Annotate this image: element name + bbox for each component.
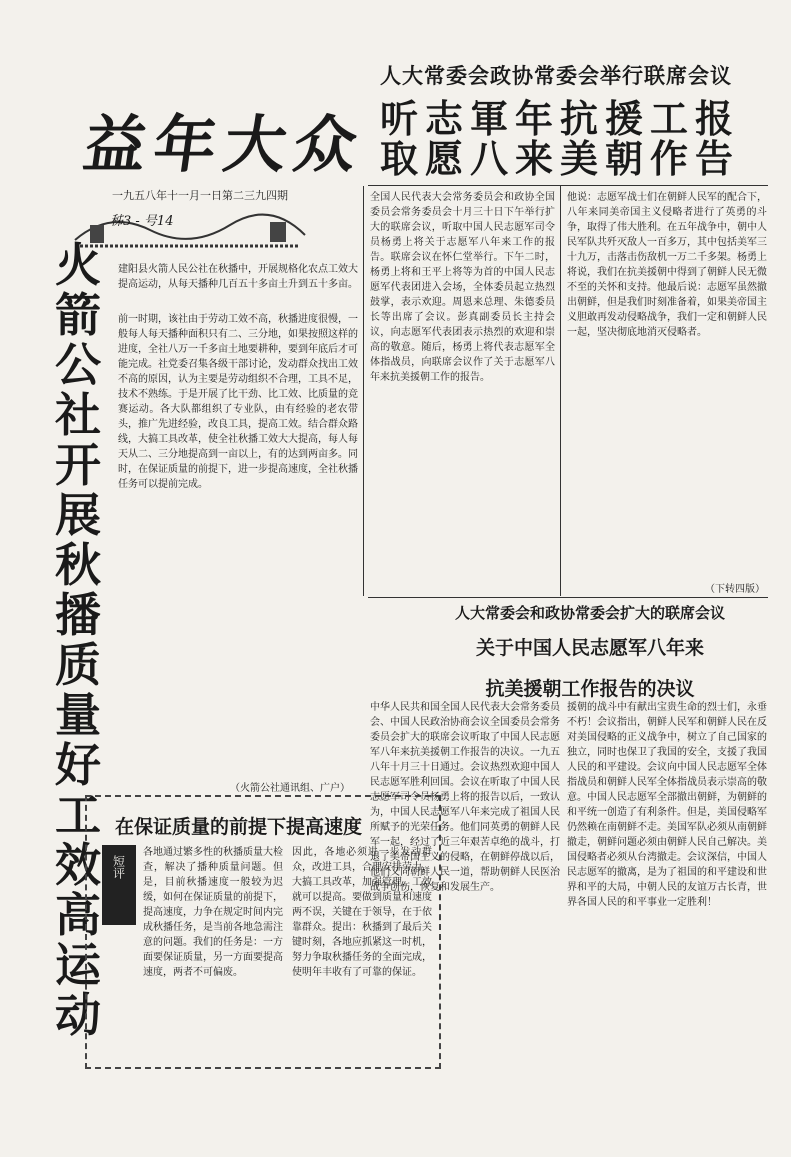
editorial-stamp-label: 短评 [111, 855, 126, 879]
title-char: 运 [55, 938, 101, 992]
meeting-headline: 人大常委会政协常委会举行联席会议 [380, 63, 732, 88]
title-char: 量 [55, 688, 101, 742]
masthead-handwritten-note: 秭3 - 号14 [110, 214, 174, 229]
headline-char: 工 [650, 96, 689, 141]
headline-char: 告 [695, 136, 734, 181]
title-char: 播 [55, 588, 101, 642]
title-char: 好 [55, 738, 101, 792]
title-char: 社 [55, 388, 101, 442]
resolution-heading-line3: 抗美援朝工作报告的决议 [485, 678, 695, 700]
title-char: 开 [55, 438, 101, 492]
title-char: 质 [55, 638, 101, 692]
headline-char: 軍 [470, 96, 509, 141]
headline-char: 报 [695, 96, 734, 141]
headline-char: 年 [515, 96, 554, 141]
editorial-body-left: 各地通过繁多性的秋播质量大检查，解决了播种质量问题。但是，目前秋播速度一般较为迟缓，如何在保证质量的前提下，提高速度，力争在规定时间内完成秋播任务，是当前各地急需注意的问题。我们的任务是：一方面要保证质量，另一方面要提高速度，两者不可偏废。 [143, 847, 283, 978]
resolution-heading-line1: 人大常委会和政协常委会扩大的联席会议 [454, 604, 725, 622]
masthead-date: 一九五八年十一月一日 [112, 189, 222, 202]
title-char: 箭 [55, 288, 101, 342]
title-char: 效 [55, 838, 101, 892]
resolution-body-right: 援朝的战斗中有献出宝贵生命的烈士们，永垂不朽！会议指出，朝鲜人民军和朝鲜人民在反对美国侵略的正义战争中，树立了自己国家的独立，同时也保卫了我国的安全，支援了我国人民的和平建设。会议向中国人民志愿军全体指战员和朝鲜人民军全体指战员表示崇高的敬意。中国人民志愿军全部撤出朝鲜，为朝鲜的和平统一创造了有利条件。但是，美国侵略军仍然赖在南朝鲜不走。美国军队必须从南朝鲜撤走，朝鲜问题必须由朝鲜人民自己解决。美国侵略者必须从台湾撤走。会议深信，中国人民志愿军的撤离，是为了祖国的和平建设和世界和平的大局，中朝人民的友谊万古长青，世界各国人民的和平事业一定胜利！ [567, 702, 767, 908]
headline-char: 美 [560, 136, 599, 181]
headline-char: 作 [650, 136, 689, 181]
masthead-title: 益年大众 [79, 108, 370, 181]
editorial-stamp [102, 845, 136, 925]
resolution-heading [400, 602, 780, 701]
right-story-body: 他说：志愿军战士们在朝鲜人民军的配合下，八年来同美帝国主义侵略者进行了英勇的斗争，取得了伟大胜利。在五年战争中，朝中人民军队共歼灭敌人一百多万，其中包括美军三十九万，击落击伤敌机一万二千多架。杨勇上将说，我们在抗美援朝中得到了朝鲜人民无微不至的关怀和支持。他最后说：志愿军虽然撤出朝鲜，但是我们时刻准备着，如果美帝国主义胆敢再发动侵略战争，我们一定和朝鲜人民一起，坚决彻底地消灭侵略者。 [567, 192, 767, 338]
left-story-vertical-title [48, 238, 108, 1042]
column-rule [560, 186, 561, 596]
headline-char: 八 [470, 136, 509, 181]
column-rule [363, 186, 364, 596]
top-divider [368, 185, 768, 186]
headline-char: 朝 [605, 136, 644, 181]
headline-char: 来 [515, 136, 554, 181]
resolution-heading-line2: 关于中国人民志愿军八年来 [475, 637, 704, 659]
title-char: 高 [55, 888, 101, 942]
title-char: 展 [55, 488, 101, 542]
left-story-lead: 建阳县火箭人民公社在秋播中，开展规格化农点工效大提高运动，从每天播种几百五十多亩土升到五十多亩。 [118, 264, 358, 290]
section-divider [368, 597, 768, 598]
main-headline [380, 96, 734, 181]
masthead-issue: 第二三九四期 [222, 189, 288, 202]
headline-char: 愿 [425, 136, 464, 181]
editorial-title: 在保证质量的前提下提高速度 [115, 816, 363, 838]
headline-char: 援 [605, 96, 644, 141]
center-story-body: 全国人民代表大会常务委员会和政协全国委员会常务委员会十月三十日下午举行扩大的联席会议，听取中国人民志愿军司令员杨勇上将关于志愿军八年来工作的报告。联席会议在怀仁堂举行。下午二时，杨勇上将和王平上将等为首的中国人民志愿军代表团进入会场，全体委员起立热烈鼓掌，表示欢迎。周恩来总理、朱德委员长等出席了会议。彭真副委员长主持会议，向志愿军代表团表示热烈的欢迎和崇高的敬意。随后，杨勇上将代表志愿军全体指战员，向联席会议作了关于志愿军八年来抗美援朝工作的报告。 [370, 192, 555, 383]
headline-char: 志 [425, 96, 464, 141]
title-char: 工 [55, 788, 101, 842]
continued-note: （下转四版） [705, 584, 765, 595]
left-story-body: 前一时期，该社由于劳动工效不高，秋播进度很慢，一般每人每天播种面积只有二、三分地，如果按照这样的进度，全社八万一千多亩土地要耕种，要到年底后才可能完成。社党委召集各级干部讨论，发动群众找出工效不高的原因，认为主要是劳动组织不合理，工具不足，技术不熟练。于是开展了比干劲、比工效、比质量的竞赛运动。各大队都组织了专业队，由有经验的老农带头，推广先进经验，改良工具，提高工效。结合群众路线，大搞工具改革，使全社秋播工效大大提高，每人每天从二、三分地提高到一亩以上，有的达到两亩多。同时，在保证质量的前提下，进一步提高速度，全社秋播任务可以提前完成。 [118, 314, 358, 490]
headline-char: 听 [380, 96, 419, 141]
left-story-credit: （火箭公社通讯组、广户） [230, 783, 350, 794]
title-char: 火 [55, 238, 101, 292]
headline-char: 抗 [560, 96, 599, 141]
resolution-body-left: 中华人民共和国全国人民代表大会常务委员会、中国人民政治协商会议全国委员会常务委员会扩大的联席会议听取了中国人民志愿军八年来抗美援朝工作报告的决议。一九五八年十月三十日通过。会议热烈欢迎中国人民志愿军胜利回国。会议在听取了中国人民志愿军司令员杨勇上将的报告以后，一致认为，中国人民志愿军八年来完成了祖国人民所赋予的光荣任务。他们同英勇的朝鲜人民军一起，经过了近三年艰苦卓绝的战斗，打退了美帝国主义的侵略，在朝鲜停战以后，他们又同朝鲜人民一道，帮助朝鲜人民医治战争创伤，恢复和发展生产。 [370, 702, 560, 893]
editorial-body-right: 因此，各地必须进一步发动群众，改进工具，合理安排劳力，大搞工具改革，加强管理，工效就可以提高。要做到质量和速度两不误，关键在于领导，在于依靠群众。提出：秋播到了最后关键时刻，各地应抓紧这一时机，努力争取秋播任务的全面完成，使明年丰收有了可靠的保证。 [292, 847, 432, 978]
title-char: 秋 [55, 538, 101, 592]
title-char: 公 [55, 338, 101, 392]
title-char: 动 [55, 988, 101, 1042]
headline-char: 取 [380, 136, 419, 181]
